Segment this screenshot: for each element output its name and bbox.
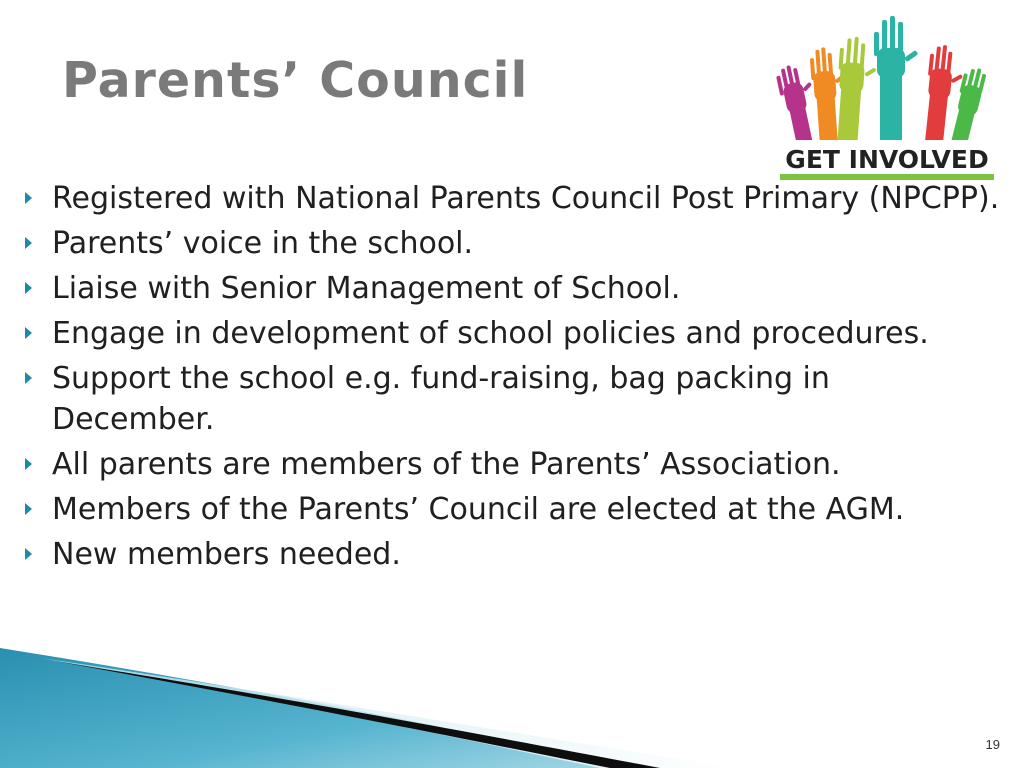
triangle-bullet-icon [25, 192, 32, 204]
bullet-text: Registered with National Parents Council Post Primary (NPCPP). [52, 181, 1000, 216]
triangle-bullet-icon [25, 327, 32, 339]
bullet-text: Members of the Parents’ Council are elected at the AGM. [52, 492, 905, 527]
triangle-bullet-icon [25, 237, 32, 249]
bullet-text: Liaise with Senior Management of School. [52, 271, 681, 306]
bullet-list [0, 178, 1000, 579]
bullet-item [0, 358, 1000, 440]
triangle-bullet-icon [25, 458, 32, 470]
bullet-text: Engage in development of school policies and procedures. [52, 316, 929, 351]
bullet-item [0, 444, 1000, 485]
bullet-item [0, 313, 1000, 354]
bullet-item [0, 223, 1000, 264]
bullet-text: New members needed. [52, 537, 401, 572]
triangle-bullet-icon [25, 282, 32, 294]
bullet-text: All parents are members of the Parents’ Association. [52, 447, 841, 482]
bullet-item [0, 534, 1000, 575]
decorative-swoosh [0, 640, 1024, 768]
triangle-bullet-icon [25, 503, 32, 515]
triangle-bullet-icon [25, 372, 32, 384]
triangle-bullet-icon [25, 548, 32, 560]
slide-title: Parents’ Council [62, 52, 529, 109]
page-number: 19 [985, 737, 1000, 752]
logo-text: GET INVOLVED [785, 144, 989, 174]
bullet-item [0, 178, 1000, 219]
bullet-item [0, 268, 1000, 309]
bullet-text: Support the school e.g. fund-raising, bag packing in December. [52, 361, 830, 437]
bullet-item [0, 489, 1000, 530]
bullet-text: Parents’ voice in the school. [52, 226, 474, 261]
